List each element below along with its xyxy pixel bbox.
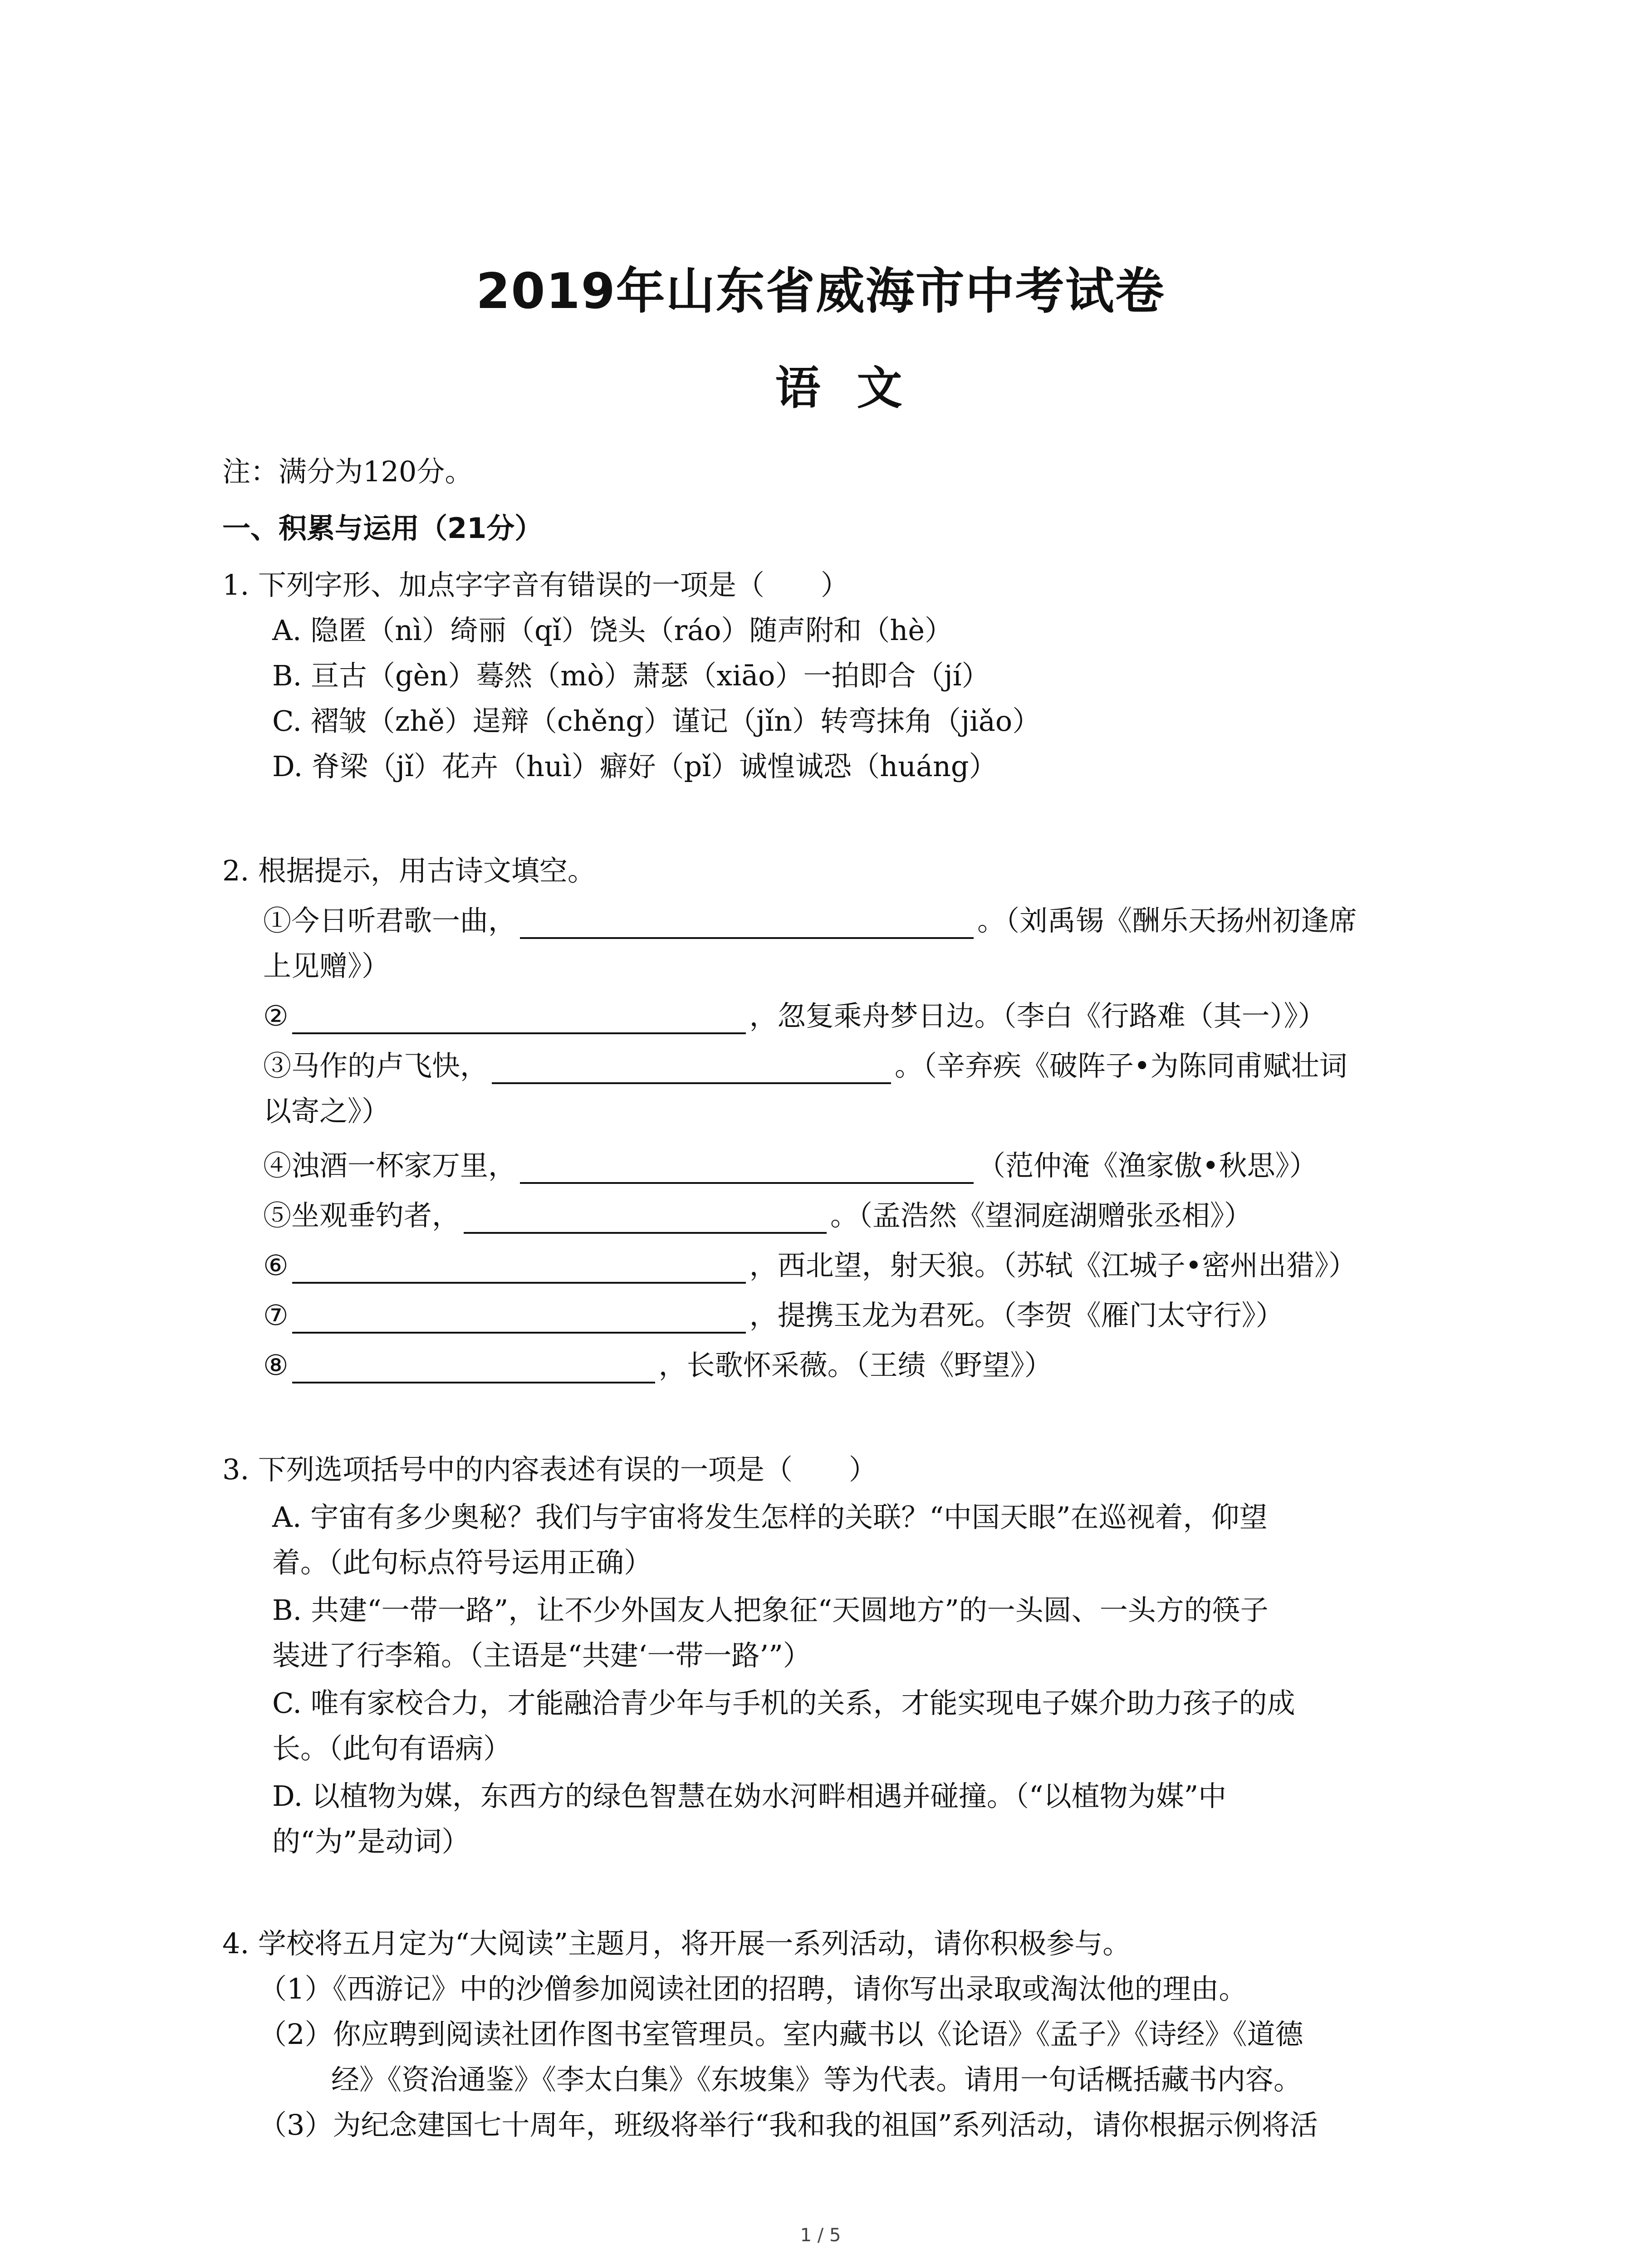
q2-item-6-prefix: ⑥ bbox=[263, 1249, 289, 1282]
score-note: 注：满分为120分。 bbox=[222, 455, 473, 488]
answer-blank-7[interactable] bbox=[292, 1302, 746, 1334]
q3-option-d-line1: D. 以植物为媒，东西方的绿色智慧在妫水河畔相遇并碰撞。（“以植物为媒”中 bbox=[272, 1779, 1227, 1813]
q3-option-b-line1: B. 共建“一带一路”，让不少外国友人把象征“天圆地方”的一头圆、一头方的筷子 bbox=[272, 1593, 1269, 1627]
q2-item-5-suffix: 。（孟浩然《望洞庭湖赠张丞相》） bbox=[830, 1199, 1253, 1232]
q2-item-1-suffix: 。（刘禹锡《酬乐天扬州初逢席 bbox=[977, 904, 1357, 937]
q2-item-8-suffix: ，长歌怀采薇。（王绩《野望》） bbox=[658, 1349, 1053, 1382]
q3-option-a-line2: 着。（此句标点符号运用正确） bbox=[272, 1546, 652, 1579]
answer-blank-4[interactable] bbox=[520, 1152, 974, 1184]
q2-item-2-suffix: ，忽复乘舟梦日边。（李白《行路难（其一）》） bbox=[749, 999, 1326, 1032]
answer-blank-1[interactable] bbox=[520, 907, 974, 939]
q2-item-1 bbox=[263, 903, 1357, 939]
q2-item-3-prefix: ③马作的卢飞快， bbox=[263, 1049, 489, 1082]
answer-blank-6[interactable] bbox=[292, 1252, 746, 1284]
q2-item-4-prefix: ④浊酒一杯家万里， bbox=[263, 1149, 517, 1182]
q2-item-2 bbox=[263, 998, 1326, 1034]
answer-blank-3[interactable] bbox=[492, 1052, 891, 1084]
q2-item-3-continued: 以寄之》） bbox=[263, 1095, 390, 1128]
q2-stem: 2. 根据提示，用古诗文填空。 bbox=[222, 854, 596, 887]
q4-stem: 4. 学校将五月定为“大阅读”主题月，将开展一系列活动，请你积极参与。 bbox=[222, 1927, 1131, 1960]
subject-title: 语文 bbox=[775, 362, 939, 415]
section-heading: 一、积累与运用（21分） bbox=[222, 512, 543, 545]
q3-option-d-line2: 的“为”是动词） bbox=[272, 1825, 470, 1858]
q3-option-c-line2: 长。（此句有语病） bbox=[272, 1732, 512, 1765]
q3-option-c-line1: C. 唯有家校合力，才能融洽青少年与手机的关系，才能实现电子媒介助力孩子的成 bbox=[272, 1686, 1295, 1720]
q1-option-d: D. 脊梁（jǐ）花卉（huì）癖好（pǐ）诚惶诚恐（huáng） bbox=[272, 750, 997, 783]
q1-option-c: C. 褶皱（zhě）逞辩（chěng）谨记（jǐn）转弯抹角（jiǎo） bbox=[272, 704, 1041, 738]
answer-blank-8[interactable] bbox=[292, 1352, 655, 1383]
q2-item-1-prefix: ①今日听君歌一曲， bbox=[263, 904, 517, 937]
q2-item-7-prefix: ⑦ bbox=[263, 1299, 289, 1332]
q1-option-a: A. 隐匿（nì）绮丽（qǐ）饶头（ráo）随声附和（hè） bbox=[272, 614, 953, 647]
answer-blank-2[interactable] bbox=[292, 1002, 746, 1034]
q3-stem: 3. 下列选项括号中的内容表述有误的一项是（ ） bbox=[222, 1453, 877, 1486]
q2-item-7-suffix: ，提携玉龙为君死。（李贺《雁门太守行》） bbox=[749, 1299, 1284, 1332]
q2-item-8 bbox=[263, 1347, 1053, 1383]
q2-item-2-prefix: ② bbox=[263, 999, 289, 1032]
q3-option-a-line1: A. 宇宙有多少奥秘？我们与宇宙将发生怎样的关联？“中国天眼”在巡视着，仰望 bbox=[272, 1501, 1268, 1534]
q2-item-4-suffix: （范仲淹《渔家傲•秋思》） bbox=[977, 1149, 1318, 1182]
exam-title: 2019年山东省威海市中考试卷 bbox=[476, 263, 1165, 320]
q2-item-5 bbox=[263, 1198, 1252, 1234]
q4-sub-1: （1）《西游记》中的沙僧参加阅读社团的招聘，请你写出录取或淘汰他的理由。 bbox=[259, 1972, 1247, 2005]
q2-item-5-prefix: ⑤坐观垂钓者， bbox=[263, 1199, 460, 1232]
q4-sub-2-line1: （2）你应聘到阅读社团作图书室管理员。室内藏书以《论语》《孟子》《诗经》《道德 bbox=[259, 2018, 1303, 2051]
q4-sub-3-line1: （3）为纪念建国七十周年，班级将举行“我和我的祖国”系列活动，请你根据示例将活 bbox=[259, 2108, 1318, 2141]
q2-item-7 bbox=[263, 1297, 1284, 1334]
q2-item-6 bbox=[263, 1247, 1357, 1284]
q2-item-3-suffix: 。（辛弃疾《破阵子•为陈同甫赋壮词 bbox=[895, 1049, 1347, 1082]
q2-item-6-suffix: ，西北望，射天狼。（苏轼《江城子•密州出猎》） bbox=[749, 1249, 1357, 1282]
q1-option-b: B. 亘古（gèn）蓦然（mò）萧瑟（xiāo）一拍即合（jí） bbox=[272, 659, 990, 692]
q1-stem: 1. 下列字形、加点字字音有错误的一项是（ ） bbox=[222, 568, 849, 601]
page-number: 1 / 5 bbox=[800, 2225, 841, 2246]
q2-item-3 bbox=[263, 1048, 1347, 1084]
q3-option-b-line2: 装进了行李箱。（主语是“共建‘一带一路’”） bbox=[272, 1639, 811, 1672]
q4-sub-2-line2: 经》《资治通鉴》《李太白集》《东坡集》等为代表。请用一句话概括藏书内容。 bbox=[331, 2063, 1302, 2096]
q2-item-1-continued: 上见赠》） bbox=[263, 949, 390, 982]
q2-item-4 bbox=[263, 1148, 1318, 1184]
q2-item-8-prefix: ⑧ bbox=[263, 1349, 289, 1382]
answer-blank-5[interactable] bbox=[464, 1202, 827, 1234]
